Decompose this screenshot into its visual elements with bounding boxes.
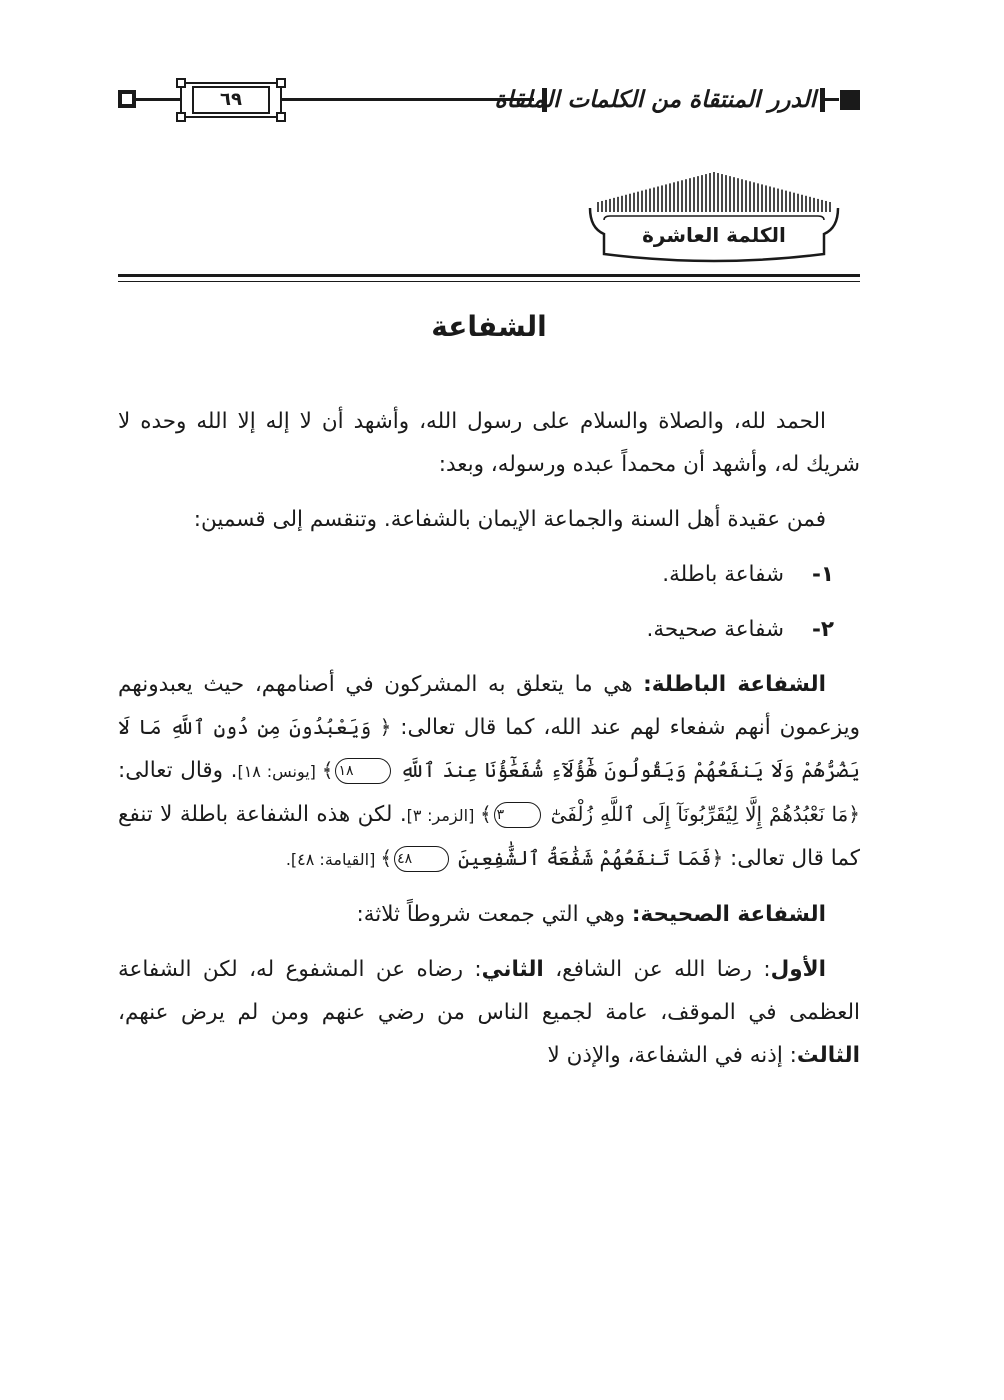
list-item	[118, 608, 860, 651]
page-number: ٦٩	[192, 86, 270, 114]
verse-close-bracket: ﴾	[321, 758, 334, 782]
list-item	[118, 553, 860, 596]
paragraph-valid-intercession	[118, 893, 860, 936]
verse-reference: [يونس: ١٨]	[237, 762, 322, 781]
header-rule-segment	[825, 98, 839, 101]
text-run: : رضاه عن المشفوع له، لكن الشفاعة العظمى في الموقف، عامة لجميع الناس من رضي عنهم ومن لم يرض عنهم،	[118, 957, 860, 1025]
divider-thin	[118, 281, 860, 282]
condition-label: الثالث	[796, 1043, 860, 1068]
paragraph-opening: الحمد لله، والصلاة والسلام على رسول الله، وأشهد أن لا إله إلا الله وحده لا شريك له، وأشهد أن محمداً عبده ورسوله، وبعد:	[118, 409, 860, 477]
frame-corner-ornament	[176, 78, 186, 88]
condition-label: الثاني	[481, 957, 544, 982]
verse-close-bracket: ﴾	[380, 846, 393, 870]
condition-label: الأول	[770, 957, 826, 982]
list-text: شفاعة صحيحة.	[646, 617, 784, 642]
quran-verse: ﴿مَا نَعْبُدُهُمْ إِلَّا لِيُقَرِّبُونَآ إِلَى ٱللَّهِ زُلْفَىٰٓ	[550, 802, 860, 826]
list-number: ١-	[811, 562, 834, 587]
quran-verse: ﴿فَمَا تَنفَعُهُمْ شَفَٰعَةُ ٱلشَّٰفِعِينَ	[458, 846, 724, 870]
verse-reference: [الزمر: ٣]	[406, 806, 480, 825]
paragraph-intro: فمن عقيدة أهل السنة والجماعة الإيمان بالشفاعة. وتنقسم إلى قسمين:	[193, 507, 826, 532]
chapter-label: الكلمة العاشرة	[642, 223, 786, 247]
chapter-badge	[584, 168, 844, 266]
list-number: ٢-	[811, 617, 834, 642]
frame-corner-ornament	[276, 112, 286, 122]
divider-thick	[118, 274, 860, 277]
verse-number-marker: ٤٨	[394, 846, 449, 872]
paragraph-false-intercession	[118, 663, 860, 881]
term-heading: الشفاعة الصحيحة:	[631, 902, 826, 927]
book-title: الدرر المنتقاة من الكلمات الملقاة	[494, 86, 816, 113]
list-text: شفاعة باطلة.	[662, 562, 784, 587]
text-run: وهي التي جمعت شروطاً ثلاثة:	[356, 902, 632, 927]
quran-verse: ﴿ وَيَعْبُدُونَ مِن دُونِ ٱللَّهِ مَا لَا يَضُرُّهُمْ وَلَا يَنفَعُهُمْ وَيَقُولُونَ هَٰٓؤُلَآءِ شُفَعَٰٓؤُنَا عِندَ ٱللَّهِ	[118, 715, 860, 782]
text-run: هي ما يتعلق به المشركون في أصنامهم، حيث يعبدونهم ويزعمون أنهم شفعاء لهم عند الله، كما قال تعالى:	[118, 672, 860, 740]
ornament-square-outline	[118, 90, 136, 108]
ornament-square-filled	[840, 90, 860, 110]
verse-close-bracket: ﴾	[479, 802, 492, 826]
page-number-frame	[180, 82, 282, 118]
frame-corner-ornament	[176, 112, 186, 122]
text-run: . وقال تعالى:	[118, 758, 238, 783]
verse-reference: [القيامة: ٤٨].	[285, 850, 381, 869]
paragraph-conditions	[118, 948, 860, 1077]
text-run: . لكن هذه الشفاعة باطلة لا تنفع كما قال تعالى:	[118, 802, 860, 871]
body-text	[118, 400, 860, 1077]
page-title: الشفاعة	[431, 310, 547, 343]
term-heading: الشفاعة الباطلة:	[643, 672, 826, 697]
verse-number-marker: ٣	[494, 802, 542, 828]
text-run: : رضا الله عن الشافع،	[543, 957, 771, 982]
running-header	[118, 80, 860, 126]
verse-number-marker: ١٨	[335, 758, 390, 784]
text-run: : إذنه في الشفاعة، والإذن لا	[547, 1043, 797, 1068]
header-rule-segment	[136, 98, 180, 101]
frame-corner-ornament	[276, 78, 286, 88]
